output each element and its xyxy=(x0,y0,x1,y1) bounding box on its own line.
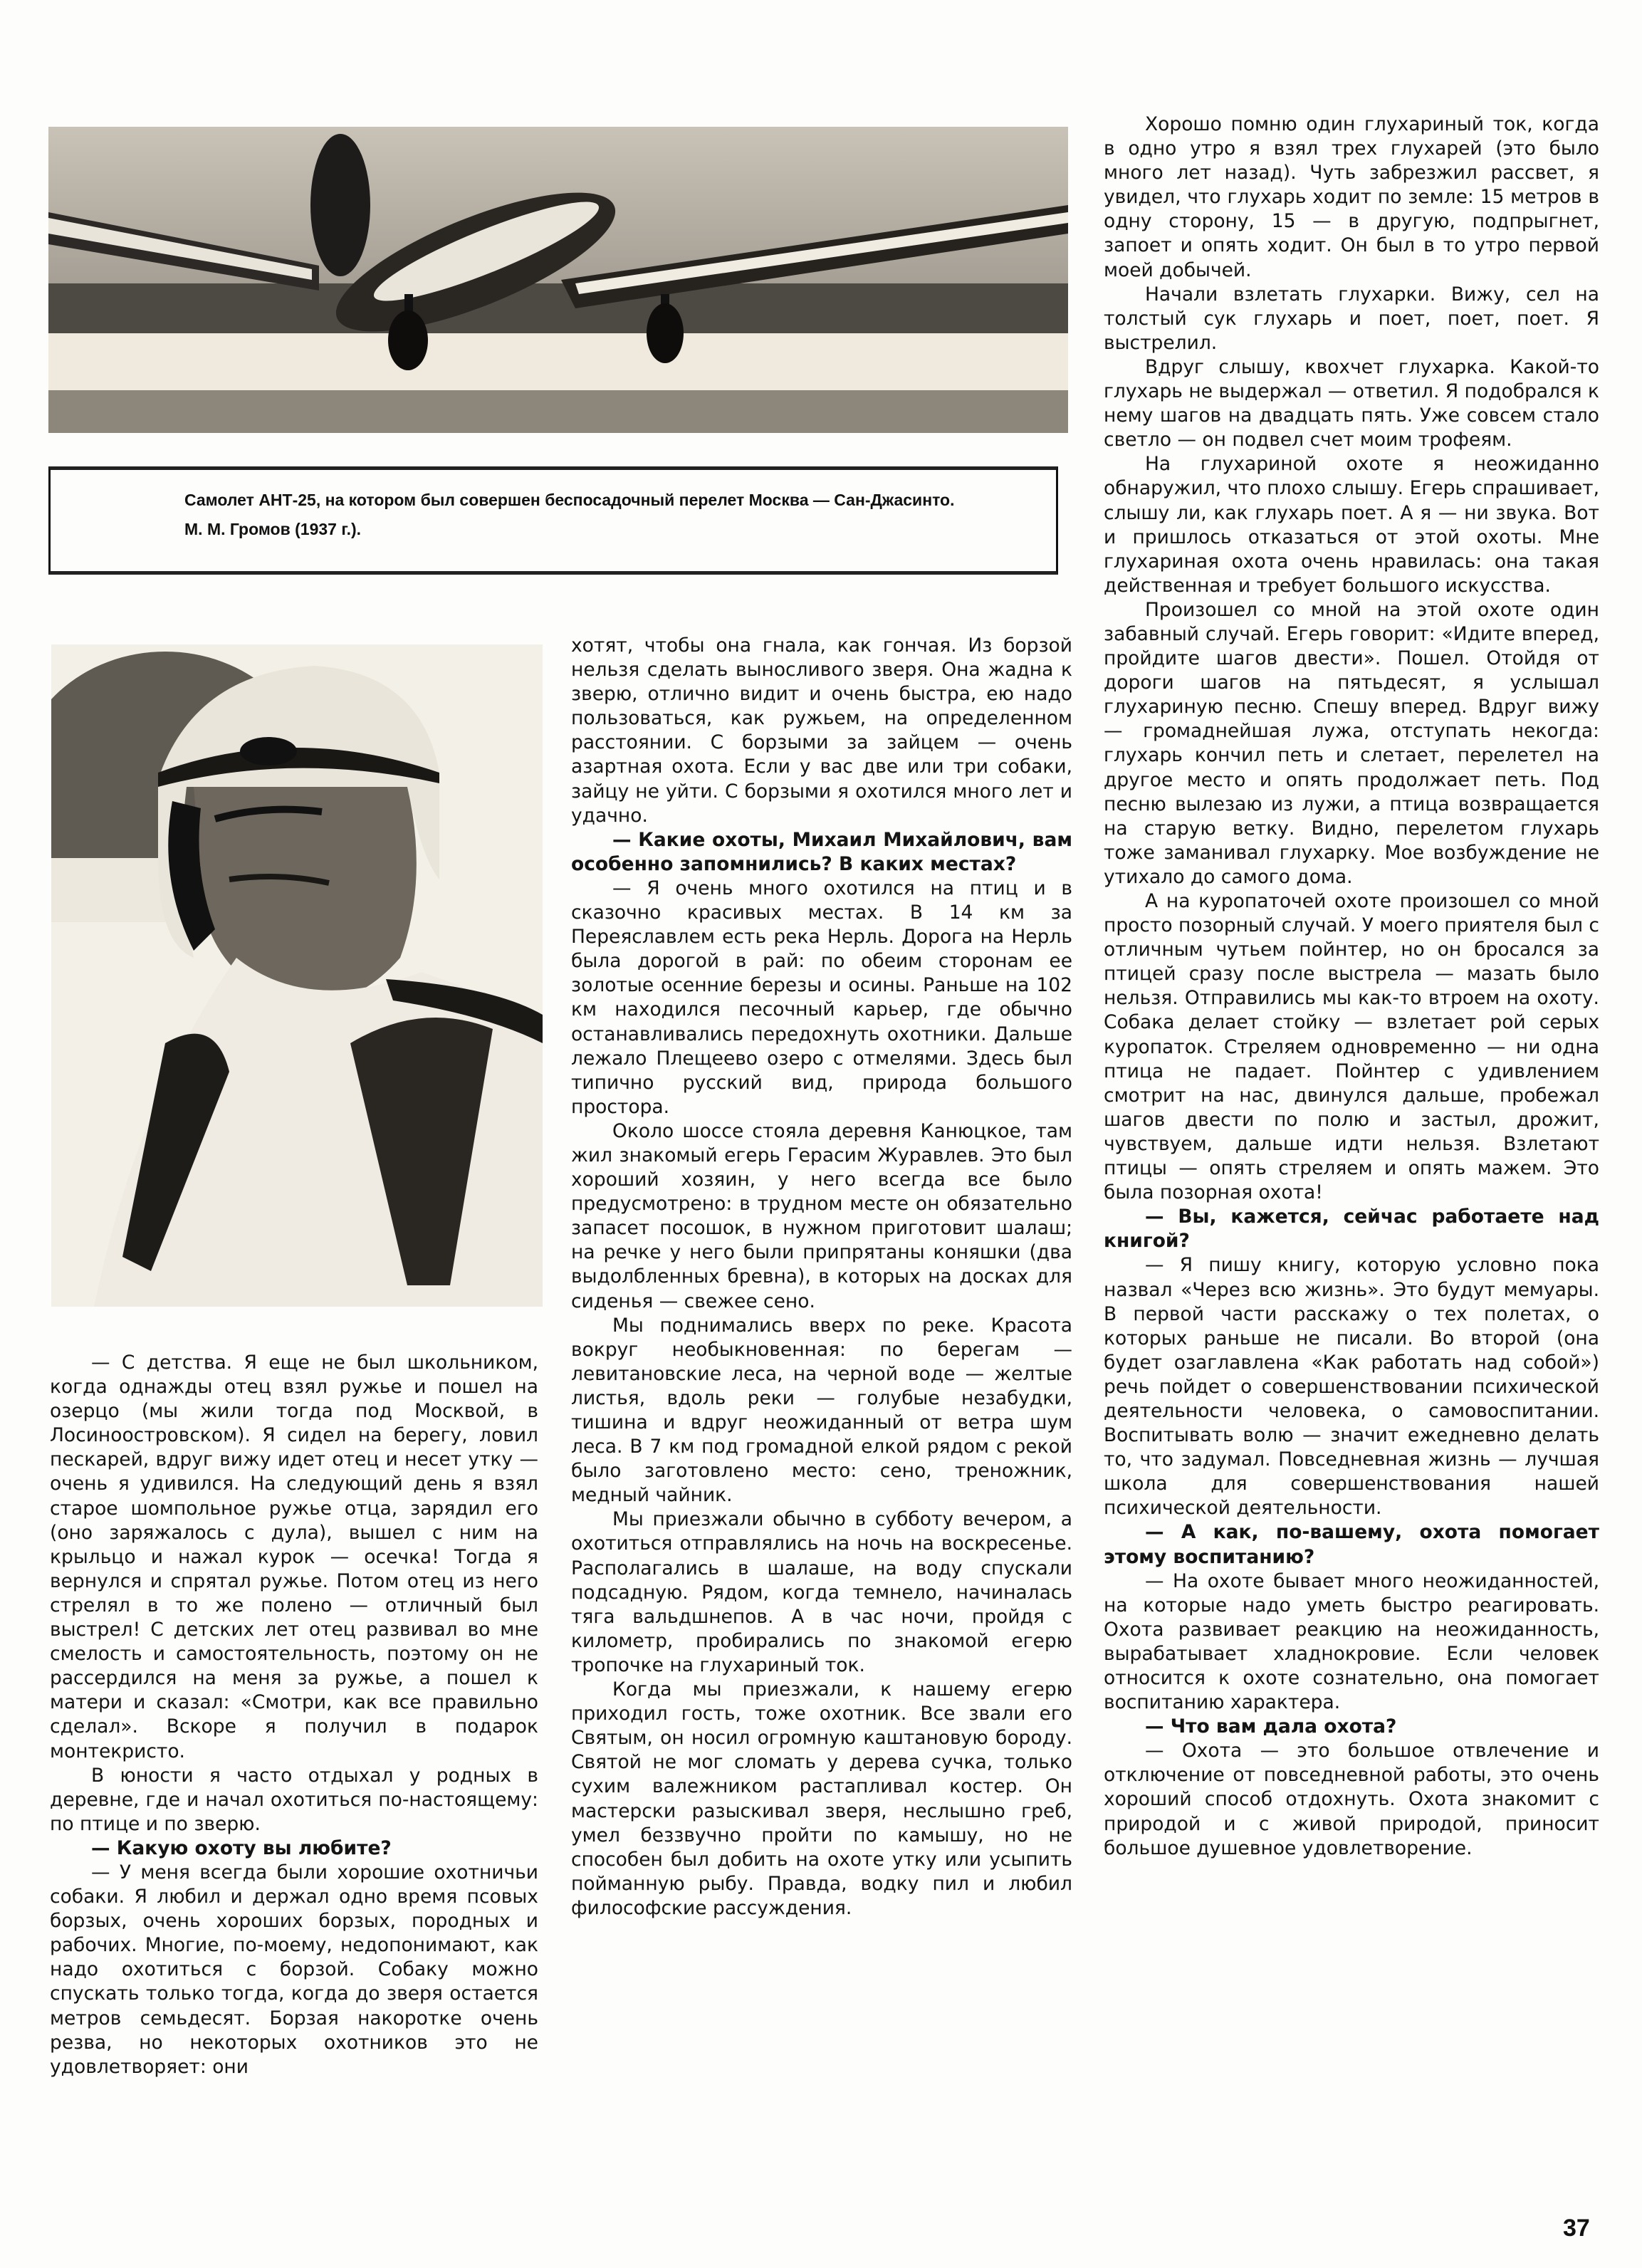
body-paragraph: А на куропаточей охоте произошел со мной просто позорный случай. У моего приятеля был с отличным чутьем пойнтер, но он бросался за птицей сразу после выстрела — мазать было нельзя. Отправились мы как-то втроем на охоту. Собака делает стойку — взлетает рой серых куропаток. Стреляем одновременно — ни одна птица не падает. Пойнтер с удивлением смотрит на нас, двинулся дальше, пробежал шагов двести по полю и застыл, дрожит, чувствуем, дальше идти нельзя. Взлетают птицы — опять стреляем и опять мажем. Это была позорная охота! xyxy=(1104,890,1599,1204)
body-paragraph: В юности я часто отдыхал у родных в деревне, где и начал охотиться по-настоящему: по птице и по зверю. xyxy=(50,1764,538,1835)
body-paragraph: Хорошо помню один глухариный ток, когда в одно утро я взял трех глухарей (это было много лет назад). Чуть забрезжил рассвет, я увидел, что глухарь ходит по земле: 15 метров в одну сторону, 15 — в другую, подпрыгнет, запоет и опять ходит. Он был в то утро первой моей добычей. xyxy=(1104,113,1599,281)
continued-paragraph: хотят, чтобы она гнала, как гончая. Из борзой нельзя сделать выносливого зверя. Она жадна к зверю, отлично видит и очень быстра, ею надо пользоваться, как ружьем, на определенном расстоянии. С борзыми за зайцем — очень азартная охота. Если у вас две или три собаки, зайцу не уйти. С борзыми я охотился много лет и удачно. xyxy=(571,634,1072,827)
answer-paragraph: — На охоте бывает много неожиданностей, на которые надо уметь быстро реагировать. Охота развивает реакцию на неожиданность, вырабатывает хладнокровие. Если человек относится к охоте сознательно, она помогает воспитанию характера. xyxy=(1104,1569,1599,1714)
text-column-middle xyxy=(571,634,1072,1921)
interview-question: — А как, по-вашему, охота помогает этому воспитанию? xyxy=(1104,1521,1599,1568)
interview-question: — Что вам дала охота? xyxy=(1145,1715,1397,1738)
body-paragraph: На глухариной охоте я неожиданно обнаружил, что плохо слышу. Егерь спрашивает, слышу ли, как глухарь поет. А я — ни звука. Вот и пришлось отказаться от этой охоты. Мне глухариная охота очень нравилась: она такая действенная и требует большого искусства. xyxy=(1104,453,1599,597)
answer-paragraph: — Я очень много охотился на птиц и в сказочно красивых местах. В 14 км за Переяславлем есть река Нерль. Дорога на Нерль была дорогой в рай: по обеим сторонам ее золотые осенние березы и осины. Раньше на 102 км находился песочный карьер, где обычно останавливались передохнуть охотники. Дальше лежало Плещеево озеро с отмелями. Здесь был типично русский вид, природа большого простора. xyxy=(571,877,1072,1118)
text-column-left xyxy=(50,1351,538,2079)
body-paragraph: Когда мы приезжали, к нашему егерю приходил гость, тоже охотник. Все звали его Святым, он носил огромную каштановую бороду. Святой не мог сломать у дерева сучка, только сухим валежником растапливал костер. Он мастерски разыскивал зверя, неслышно греб, умел беззвучно пройти по камышу, но не способен был добить на охоте утку или усыпить пойманную рыбу. Правда, водку пил и любил философские рассуждения. xyxy=(571,1678,1072,1919)
portrait-illustration xyxy=(51,644,543,1307)
photo-caption xyxy=(184,490,968,548)
body-paragraph: Произошел со мной на этой охоте один забавный случай. Егерь говорит: «Идите вперед, пройдите шагов двести». Пошел. Отойдя от дороги шагов на пятьдесят, я услышал глухариную песню. Спешу вперед. Вдруг вижу — громаднейшая лужа, отступать некогда: глухарь кончил петь и слетает, перелетел на другое место и опять продолжает петь. Под песню вылезаю из лужи, а птица возвращается на старую ветку. Видно, перелетом глухарь тоже заманивал глухарку. Мое возбуждение не утихало до самого дома. xyxy=(1104,598,1599,888)
portrait-photo xyxy=(51,644,543,1307)
interview-question: — Какие охоты, Михаил Михайлович, вам особенно запомнились? В каких местах? xyxy=(571,828,1072,875)
text-column-right xyxy=(1104,113,1599,1861)
answer-paragraph: — У меня всегда были хорошие охотничьи собаки. Я любил и держал одно время псовых борзых, очень хороших борзых, породных и рабочих. Многие, по-моему, недопонимают, как надо охотиться с борзой. Собаку можно спускать только тогда, когда до зверя остается метров семьдесят. Борзая накоротке очень резва, но некоторых охотников это не удовлетворяет: они xyxy=(50,1861,538,2078)
plane-illustration xyxy=(48,127,1068,433)
answer-paragraph: — Я пишу книгу, которую условно пока назвал «Через всю жизнь». Это будут мемуары. В первой части расскажу о тех полетах, о которых раньше не писали. Во второй (она будет озаглавлена «Как работать над собой») речь пойдет о совершенствовании психической деятельности человека, о самовоспитании. Воспитывать волю — значит ежедневно делать то, что задумал. Повседневная жизнь — лучшая школа для совершенствования нашей психической деятельности. xyxy=(1104,1254,1599,1520)
body-paragraph: Начали взлетать глухарки. Вижу, сел на толстый сук глухарь и поет, поет, поет. Я выстрелил. xyxy=(1104,283,1599,354)
plane-photo xyxy=(48,127,1068,433)
interview-question: — Какую охоту вы любите? xyxy=(91,1836,392,1859)
answer-paragraph: — Охота — это большое отвлечение и отключение от повседневной работы, это очень хороший способ отдохнуть. Охота знакомит с природой и с живой природой, приносит большое душевное удовлетворение. xyxy=(1104,1740,1599,1859)
body-paragraph: Мы приезжали обычно в субботу вечером, а охотиться отправлялись на ночь на воскресенье. Располагались в шалаше, на воду спускали подсадную. Рядом, когда темнело, начиналась тяга вальдшнепов. А в час ночи, пройдя с километр, пробирались по знакомой егерю тропочке на глухариный ток. xyxy=(571,1508,1072,1676)
caption-line-aircraft: Самолет АНТ-25, на котором был совершен беспосадочный перелет Москва — Сан-Джасинто. xyxy=(184,491,955,509)
caption-line-credit: М. М. Громов (1937 г.). xyxy=(184,520,362,538)
page-number: 37 xyxy=(1563,2215,1590,2242)
body-paragraph: Вдруг слышу, квохчет глухарка. Какой-то глухарь не выдержал — ответил. Я подобрался к нему шагов на двадцать пять. Уже совсем стало светло — он подвел счет моим трофеям. xyxy=(1104,355,1599,451)
body-paragraph: Около шоссе стояла деревня Канюцкое, там жил знакомый егерь Герасим Журавлев. Это был хороший хозяин, у него всегда все было предусмотрено: в трудном месте он обязательно запасет посошок, в нужном приготовит шалаш; на речке у него были припрятаны коняшки (два выдолбленных бревна), в которых на досках для сиденья — свежее сено. xyxy=(571,1119,1072,1312)
interview-question: — Вы, кажется, сейчас работаете над книгой? xyxy=(1104,1206,1599,1253)
answer-paragraph: — С детства. Я еще не был школьником, когда однажды отец взял ружье и пошел на озерцо (мы жили тогда под Москвой, в Лосиноостровском). Я сидел на берегу, ловил пескарей, вдруг вижу идет отец и несет утку — очень я удивился. На следующий день я взял старое шомпольное ружье отца, зарядил его (оно заряжалось с дула), вышел с ним на крыльцо и нажал курок — осечка! Тогда я вернулся и спрятал ружье. Потом отец из него стрелял в то же полено — отличный был выстрел! С детских лет отец развивал во мне смелость и самостоятельность, поэтому он не рассердился на меня за ружье, а пошел к матери и сказал: «Смотри, как все правильно сделал». Вскоре я получил в подарок монтекристо. xyxy=(50,1352,538,1762)
photo-caption-box xyxy=(48,466,1058,575)
body-paragraph: Мы поднимались вверх по реке. Красота вокруг необыкновенная: по берегам — левитановские леса, на черной воде — желтые листья, вдоль реки — голубые незабудки, тишина и вдруг неожиданный от ветра шум леса. В 7 км под громадной елкой рядом с рекой было заготовлено место: сено, треножник, медный чайник. xyxy=(571,1314,1072,1507)
